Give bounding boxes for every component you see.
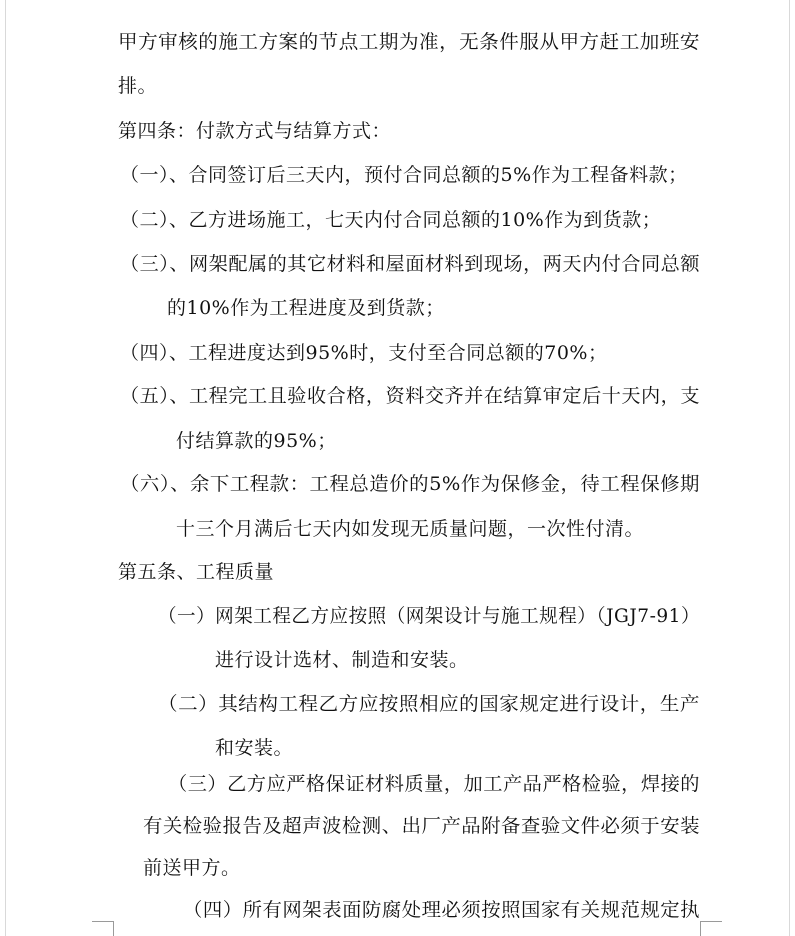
- crop-mark-bottom-left: [92, 921, 114, 922]
- text-line: 十三个月满后七天内如发现无质量问题，一次性付清。: [176, 518, 645, 540]
- text-line: 的10%作为工程进度及到货款；: [167, 297, 445, 319]
- text-line: （三）、网架配属的其它材料和屋面材料到现场，两天内付合同总额: [120, 253, 701, 275]
- text-line: 进行设计选材、制造和安装。: [215, 649, 469, 671]
- crop-mark-bottom-left: [113, 921, 114, 936]
- text-line: （二）、乙方进场施工，七天内付合同总额的10%作为到货款；: [120, 209, 662, 231]
- crop-mark-bottom-right: [700, 921, 701, 936]
- text-line: 排。: [118, 75, 158, 97]
- text-line: 有关检验报告及超声波检测、出厂产品附备查验文件必须于安装: [143, 815, 700, 837]
- right-margin-line: [789, 0, 790, 936]
- text-line: （一）、合同签订后三天内，预付合同总额的5%作为工程备料款；: [120, 164, 688, 186]
- text-line: （三）乙方应严格保证材料质量，加工产品严格检验，焊接的: [168, 773, 700, 795]
- text-line: 付结算款的95%；: [176, 430, 337, 452]
- left-margin-line: [5, 0, 6, 936]
- text-line: 和安装。: [215, 737, 294, 759]
- text-line: 前送甲方。: [143, 857, 241, 879]
- text-line: 第五条、工程质量: [118, 561, 275, 583]
- text-line: 甲方审核的施工方案的节点工期为准，无条件服从甲方赶工加班安: [118, 31, 700, 53]
- text-line: （二）其结构工程乙方应按照相应的国家规定进行设计，生产: [158, 693, 700, 715]
- text-line: （一）网架工程乙方应按照（网架设计与施工规程）（JGJ7-91）: [158, 605, 701, 627]
- crop-mark-bottom-right: [700, 921, 722, 922]
- text-line: （四）所有网架表面防腐处理必须按照国家有关规范规定执: [183, 899, 701, 921]
- text-line: 第四条：付款方式与结算方式：: [118, 120, 392, 142]
- text-line: （六）、余下工程款：工程总造价的5%作为保修金，待工程保修期: [120, 473, 700, 495]
- text-line: （四）、工程进度达到95%时，支付至合同总额的70%；: [120, 342, 608, 364]
- text-line: （五）、工程完工且验收合格，资料交齐并在结算审定后十天内，支: [120, 385, 701, 407]
